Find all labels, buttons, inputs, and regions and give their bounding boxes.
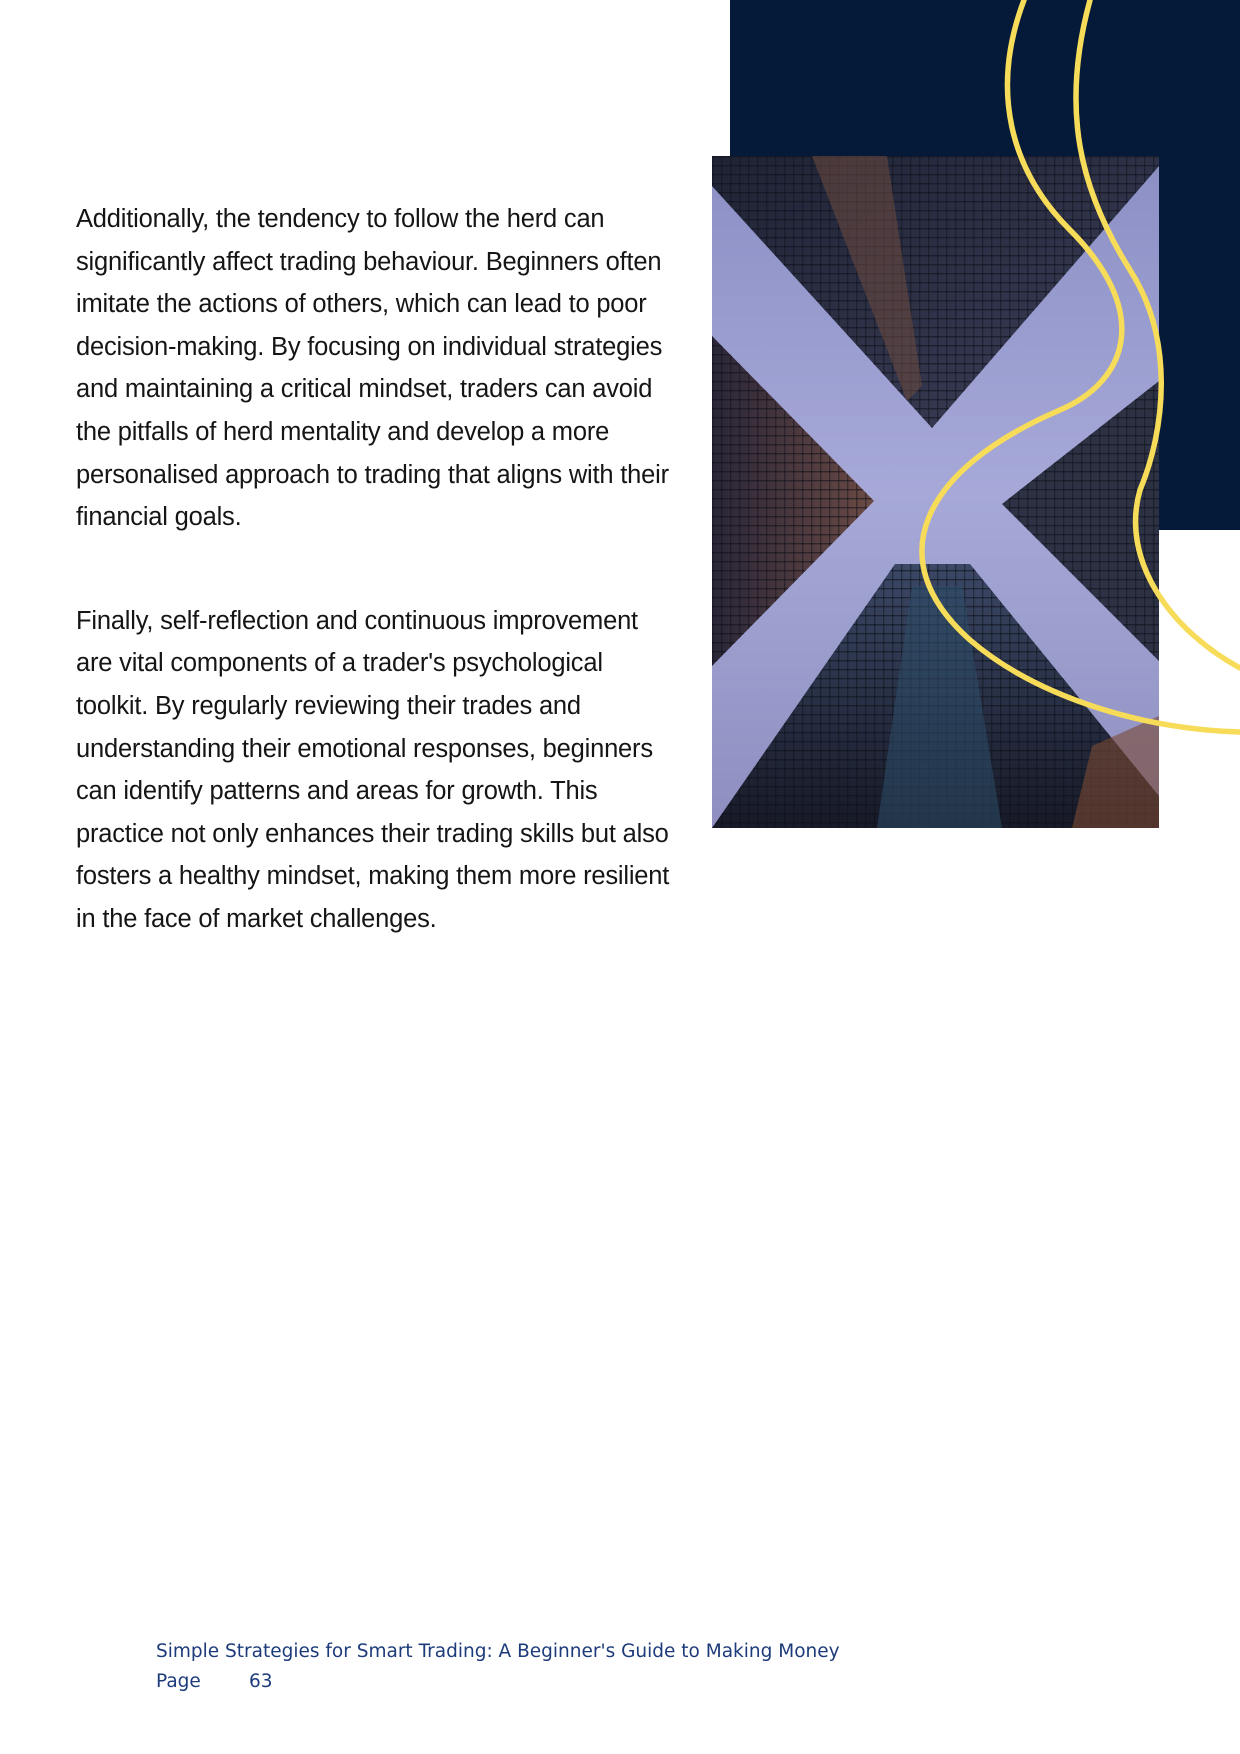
footer-book-title: Simple Strategies for Smart Trading: A Beginner's Guide to Making Money	[156, 1641, 840, 1662]
footer-page-line	[156, 1667, 840, 1697]
paragraph-herd-mentality: Additionally, the tendency to follow the herd can significantly affect trading behaviour. Beginners often imitate the actions of others, which can lead to poor decision-making. By focusing on individual strategies and maintaining a critical mindset, traders can avoid the pitfalls of herd mentality and develop a more personalised approach to trading that aligns with their financial goals.	[76, 205, 669, 532]
page-footer	[156, 1637, 840, 1697]
footer-page-label: Page	[156, 1671, 201, 1692]
paragraph-self-reflection: Finally, self-reflection and continuous improvement are vital components of a trader's psychological toolkit. By regularly reviewing their trades and understanding their emotional responses, beginners can identify patterns and areas for growth. This practice not only enhances their trading skills but also fosters a healthy mindset, making them more resilient in the face of market challenges.	[76, 606, 670, 933]
footer-page-number: 63	[249, 1671, 273, 1692]
body-text	[76, 198, 676, 941]
skyscrapers-photo	[712, 156, 1159, 828]
